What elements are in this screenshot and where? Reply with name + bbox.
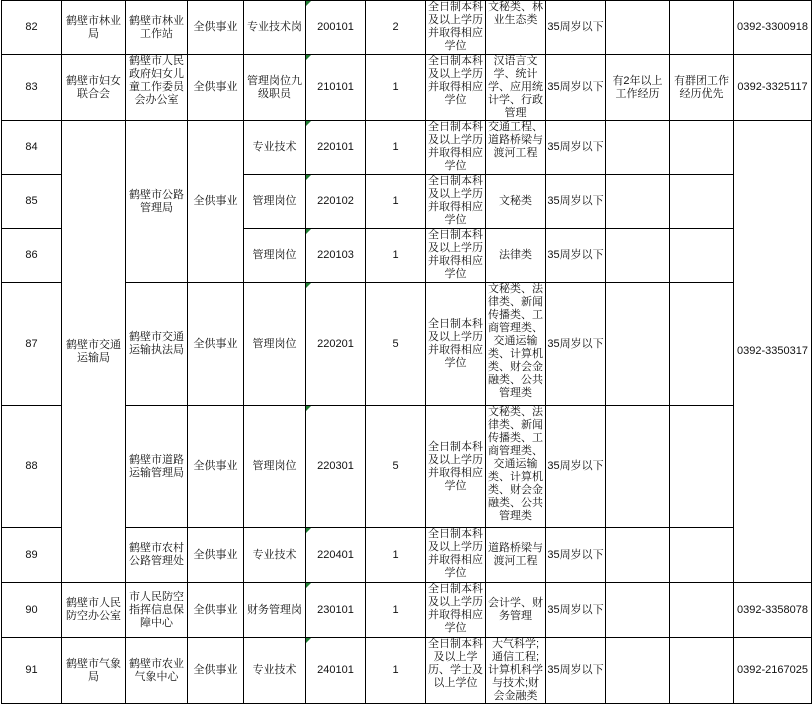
age-limit: 35周岁以下: [546, 1, 606, 55]
headcount: 5: [366, 283, 426, 406]
major-text: 文秘类、林业生态类: [488, 1, 543, 26]
age-limit: 35周岁以下: [546, 121, 606, 175]
department: 鹤壁市妇女联合会: [62, 55, 126, 121]
post-code: 220103: [306, 229, 366, 283]
employer-unit: 鹤壁市林业工作站: [126, 1, 188, 55]
job-positions-table: [1, 0, 812, 704]
phone: 0392-3325117: [734, 55, 812, 121]
headcount: 5: [366, 406, 426, 528]
funding-type: 全供事业: [188, 1, 244, 55]
remarks: [670, 1, 734, 55]
post-type: 管理岗位九级职员: [244, 55, 306, 121]
post-type: 专业技术: [244, 528, 306, 583]
post-code: 220301: [306, 406, 366, 528]
employer-unit: [126, 55, 188, 121]
education: 全日制本科及以上学历并取得相应学位: [426, 283, 486, 406]
row-number: 88: [2, 406, 62, 528]
other-requirements: [606, 175, 670, 229]
age-limit: 35周岁以下: [546, 283, 606, 406]
post-code: 220201: [306, 283, 366, 406]
funding-type: 全供事业: [188, 121, 244, 283]
post-code: 220101: [306, 121, 366, 175]
remarks: [670, 638, 734, 704]
table-row: [2, 638, 812, 704]
employer-unit: 市人民防空指挥信息保障中心: [126, 583, 188, 638]
headcount: 1: [366, 55, 426, 121]
other-requirements: [606, 638, 670, 704]
employer-unit: 鹤壁市交通运输执法局: [126, 283, 188, 406]
other-requirements: 有2年以上工作经历: [606, 55, 670, 121]
headcount: 1: [366, 638, 426, 704]
row-number: 90: [2, 583, 62, 638]
row-number: 84: [2, 121, 62, 175]
major: 道路桥梁与渡河工程: [486, 528, 546, 583]
other-requirements: [606, 406, 670, 528]
row-number: 82: [2, 1, 62, 55]
other-requirements: [606, 121, 670, 175]
post-code: 220401: [306, 528, 366, 583]
education-text: 全日制本科及以上学历并取得相应学位: [428, 528, 483, 579]
other-requirements: [606, 229, 670, 283]
remarks: [670, 229, 734, 283]
funding-type: 全供事业: [188, 528, 244, 583]
funding-type: 全供事业: [188, 406, 244, 528]
row-number: 86: [2, 229, 62, 283]
employer-unit: 鹤壁市公路管理局: [126, 121, 188, 283]
funding-type: 全供事业: [188, 583, 244, 638]
other-requirements: [606, 1, 670, 55]
post-type: 专业技术: [244, 121, 306, 175]
education-text: 全日制本科及以上学历并取得相应学位: [428, 55, 483, 106]
age-limit: 35周岁以下: [546, 583, 606, 638]
phone: 0392-3350317: [734, 121, 812, 583]
funding-type: 全供事业: [188, 638, 244, 704]
major-text: 大气科学;通信工程;计算机科学与技术;财会金融类: [488, 638, 543, 702]
funding-type: 全供事业: [188, 55, 244, 121]
headcount: 1: [366, 121, 426, 175]
department: 鹤壁市林业局: [62, 1, 126, 55]
department: 鹤壁市交通运输局: [62, 121, 126, 583]
post-code: 210101: [306, 55, 366, 121]
post-type: 管理岗位: [244, 229, 306, 283]
row-number: 89: [2, 528, 62, 583]
funding-type: 全供事业: [188, 283, 244, 406]
remarks: [670, 583, 734, 638]
post-code: 240101: [306, 638, 366, 704]
education: [426, 638, 486, 704]
phone: 0392-2167025: [734, 638, 812, 704]
phone: 0392-3358078: [734, 583, 812, 638]
major-text: 文秘类、法律类、新闻传播类、工商管理类、交通运输类、计算机类、财会金融类、公共管理类: [488, 406, 543, 522]
other-requirements: [606, 283, 670, 406]
major: [486, 121, 546, 175]
row-number: 87: [2, 283, 62, 406]
major-text: 交通工程、道路桥梁与渡河工程: [488, 121, 543, 159]
post-type: 财务管理岗: [244, 583, 306, 638]
table-row: [2, 1, 812, 55]
employer-unit: 鹤壁市道路运输管理局: [126, 406, 188, 528]
headcount: 1: [366, 528, 426, 583]
major: 法律类: [486, 229, 546, 283]
department: 鹤壁市人民防空办公室: [62, 583, 126, 638]
headcount: 1: [366, 229, 426, 283]
major: 会计学、财务管理: [486, 583, 546, 638]
post-type: 专业技术: [244, 638, 306, 704]
table-row: [2, 583, 812, 638]
education: [426, 229, 486, 283]
remarks: [670, 528, 734, 583]
department: 鹤壁市气象局: [62, 638, 126, 704]
education: [426, 121, 486, 175]
major: [486, 283, 546, 406]
remarks: [670, 121, 734, 175]
age-limit: 35周岁以下: [546, 55, 606, 121]
education: [426, 528, 486, 583]
remarks: [670, 406, 734, 528]
employer-unit-text: 鹤壁市人民政府妇女儿童工作委员会办公室: [129, 55, 184, 106]
age-limit: 35周岁以下: [546, 638, 606, 704]
education-text: 全日制本科及以上学历并取得相应学位: [428, 583, 483, 634]
education-text: 全日制本科及以上学历并取得相应学位: [428, 121, 483, 172]
employer-unit: 鹤壁市农业气象中心: [126, 638, 188, 704]
row-number: 83: [2, 55, 62, 121]
table-row: [2, 55, 812, 121]
age-limit: 35周岁以下: [546, 528, 606, 583]
education: [426, 175, 486, 229]
post-code: 200101: [306, 1, 366, 55]
education-text: 全日制本科及以上学历并取得相应学位: [428, 175, 483, 226]
major-text: 汉语言文学、统计学、应用统计学、行政管理: [488, 55, 543, 119]
major: [486, 1, 546, 55]
age-limit: 35周岁以下: [546, 229, 606, 283]
remarks: [670, 283, 734, 406]
other-requirements: [606, 583, 670, 638]
job-table-wrapper: [1, 0, 812, 704]
table-row: [2, 121, 812, 175]
education-text: 全日制本科及以上学历并取得相应学位: [428, 1, 483, 52]
employer-unit: 鹤壁市农村公路管理处: [126, 528, 188, 583]
headcount: 1: [366, 175, 426, 229]
other-requirements: [606, 528, 670, 583]
row-number: 91: [2, 638, 62, 704]
post-type: 专业技术岗: [244, 1, 306, 55]
education: [426, 55, 486, 121]
post-type: 管理岗位: [244, 406, 306, 528]
phone: 0392-3300918: [734, 1, 812, 55]
headcount: 1: [366, 583, 426, 638]
education-text: 全日制本科及以上学历并取得相应学位: [428, 229, 483, 280]
row-number: 85: [2, 175, 62, 229]
remarks: 有群团工作经历优先: [670, 55, 734, 121]
headcount: 2: [366, 1, 426, 55]
remarks: [670, 175, 734, 229]
post-type: 管理岗位: [244, 175, 306, 229]
major: [486, 55, 546, 121]
age-limit: 35周岁以下: [546, 406, 606, 528]
major: 文秘类: [486, 175, 546, 229]
education-text: 全日制本科及以上学历、学士及以上学位: [428, 638, 483, 689]
major: [486, 406, 546, 528]
education: 全日制本科及以上学历并取得相应学位: [426, 406, 486, 528]
major: [486, 638, 546, 704]
post-type: 管理岗位: [244, 283, 306, 406]
age-limit: 35周岁以下: [546, 175, 606, 229]
education: [426, 583, 486, 638]
post-code: 230101: [306, 583, 366, 638]
major-text: 文秘类、法律类、新闻传播类、工商管理类、交通运输类、计算机类、财会金融类、公共管理类: [488, 283, 543, 399]
education: [426, 1, 486, 55]
post-code: 220102: [306, 175, 366, 229]
